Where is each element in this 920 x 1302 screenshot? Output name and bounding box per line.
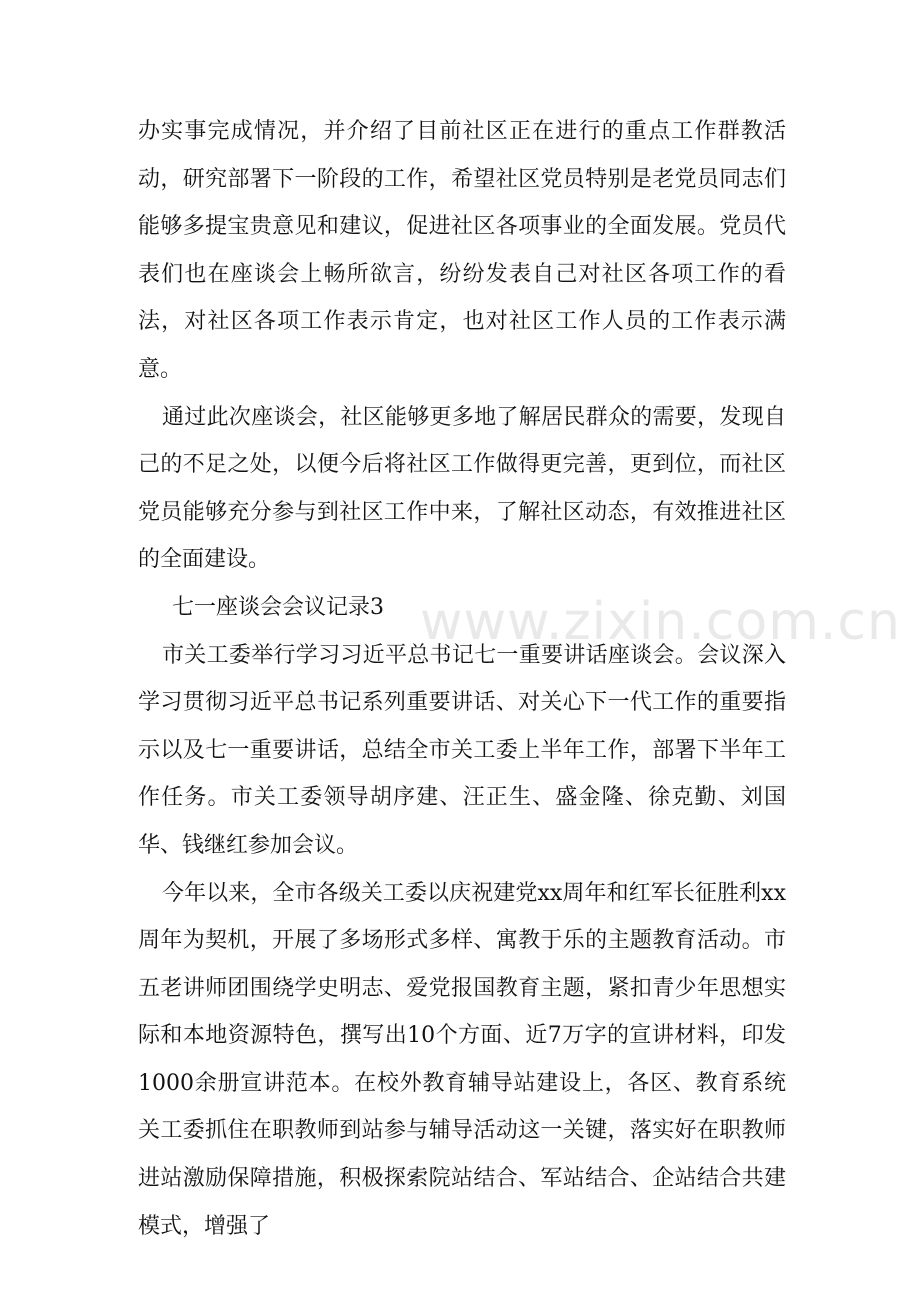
- watermark: www.zixin.com.cn: [420, 592, 901, 652]
- paragraph-summary: 通过此次座谈会，社区能够更多地了解居民群众的需要，发现自己的不足之处，以便今后将社区工作做得更完善，更到位，而社区党员能够充分参与到社区工作中来，了解社区动态，有效推进社区的全面建设。: [138, 404, 786, 573]
- paragraph-meeting-intro: 市关工委举行学习习近平总书记七一重要讲话座谈会。会议深入学习贯彻习近平总书记系列重要讲话、对关心下一代工作的重要指示以及七一重要讲话，总结全市关工委上半年工作，部署下半年工作任务。市关工委领导胡序建、汪正生、盛金隆、徐克勤、刘国华、钱继红参加会议。: [138, 642, 786, 858]
- document-body: [138, 108, 786, 1250]
- section-heading: 七一座谈会会议记录3: [172, 594, 384, 620]
- paragraph-activities: 今年以来，全市各级关工委以庆祝建党xx周年和红军长征胜利xx周年为契机，开展了多场形式多样、寓教于乐的主题教育活动。市五老讲师团围绕学史明志、爱党报国教育主题，紧扣青少年思想实际和本地资源特色，撰写出10个方面、近7万字的宣讲材料，印发1000余册宣讲范本。在校外教育辅导站建设上，各区、教育系统关工委抓住在职教师到站参与辅导活动这一关键，落实好在职教师进站激励保障措施，积极探索院站结合、军站结合、企站结合共建模式，增强了: [138, 880, 786, 1239]
- paragraph-continuation: 办实事完成情况，并介绍了目前社区正在进行的重点工作群教活动，研究部署下一阶段的工作，希望社区党员特别是老党员同志们能够多提宝贵意见和建议，促进社区各项事业的全面发展。党员代表们也在座谈会上畅所欲言，纷纷发表自己对社区各项工作的看法，对社区各项工作表示肯定，也对社区工作人员的工作表示满意。: [138, 119, 786, 382]
